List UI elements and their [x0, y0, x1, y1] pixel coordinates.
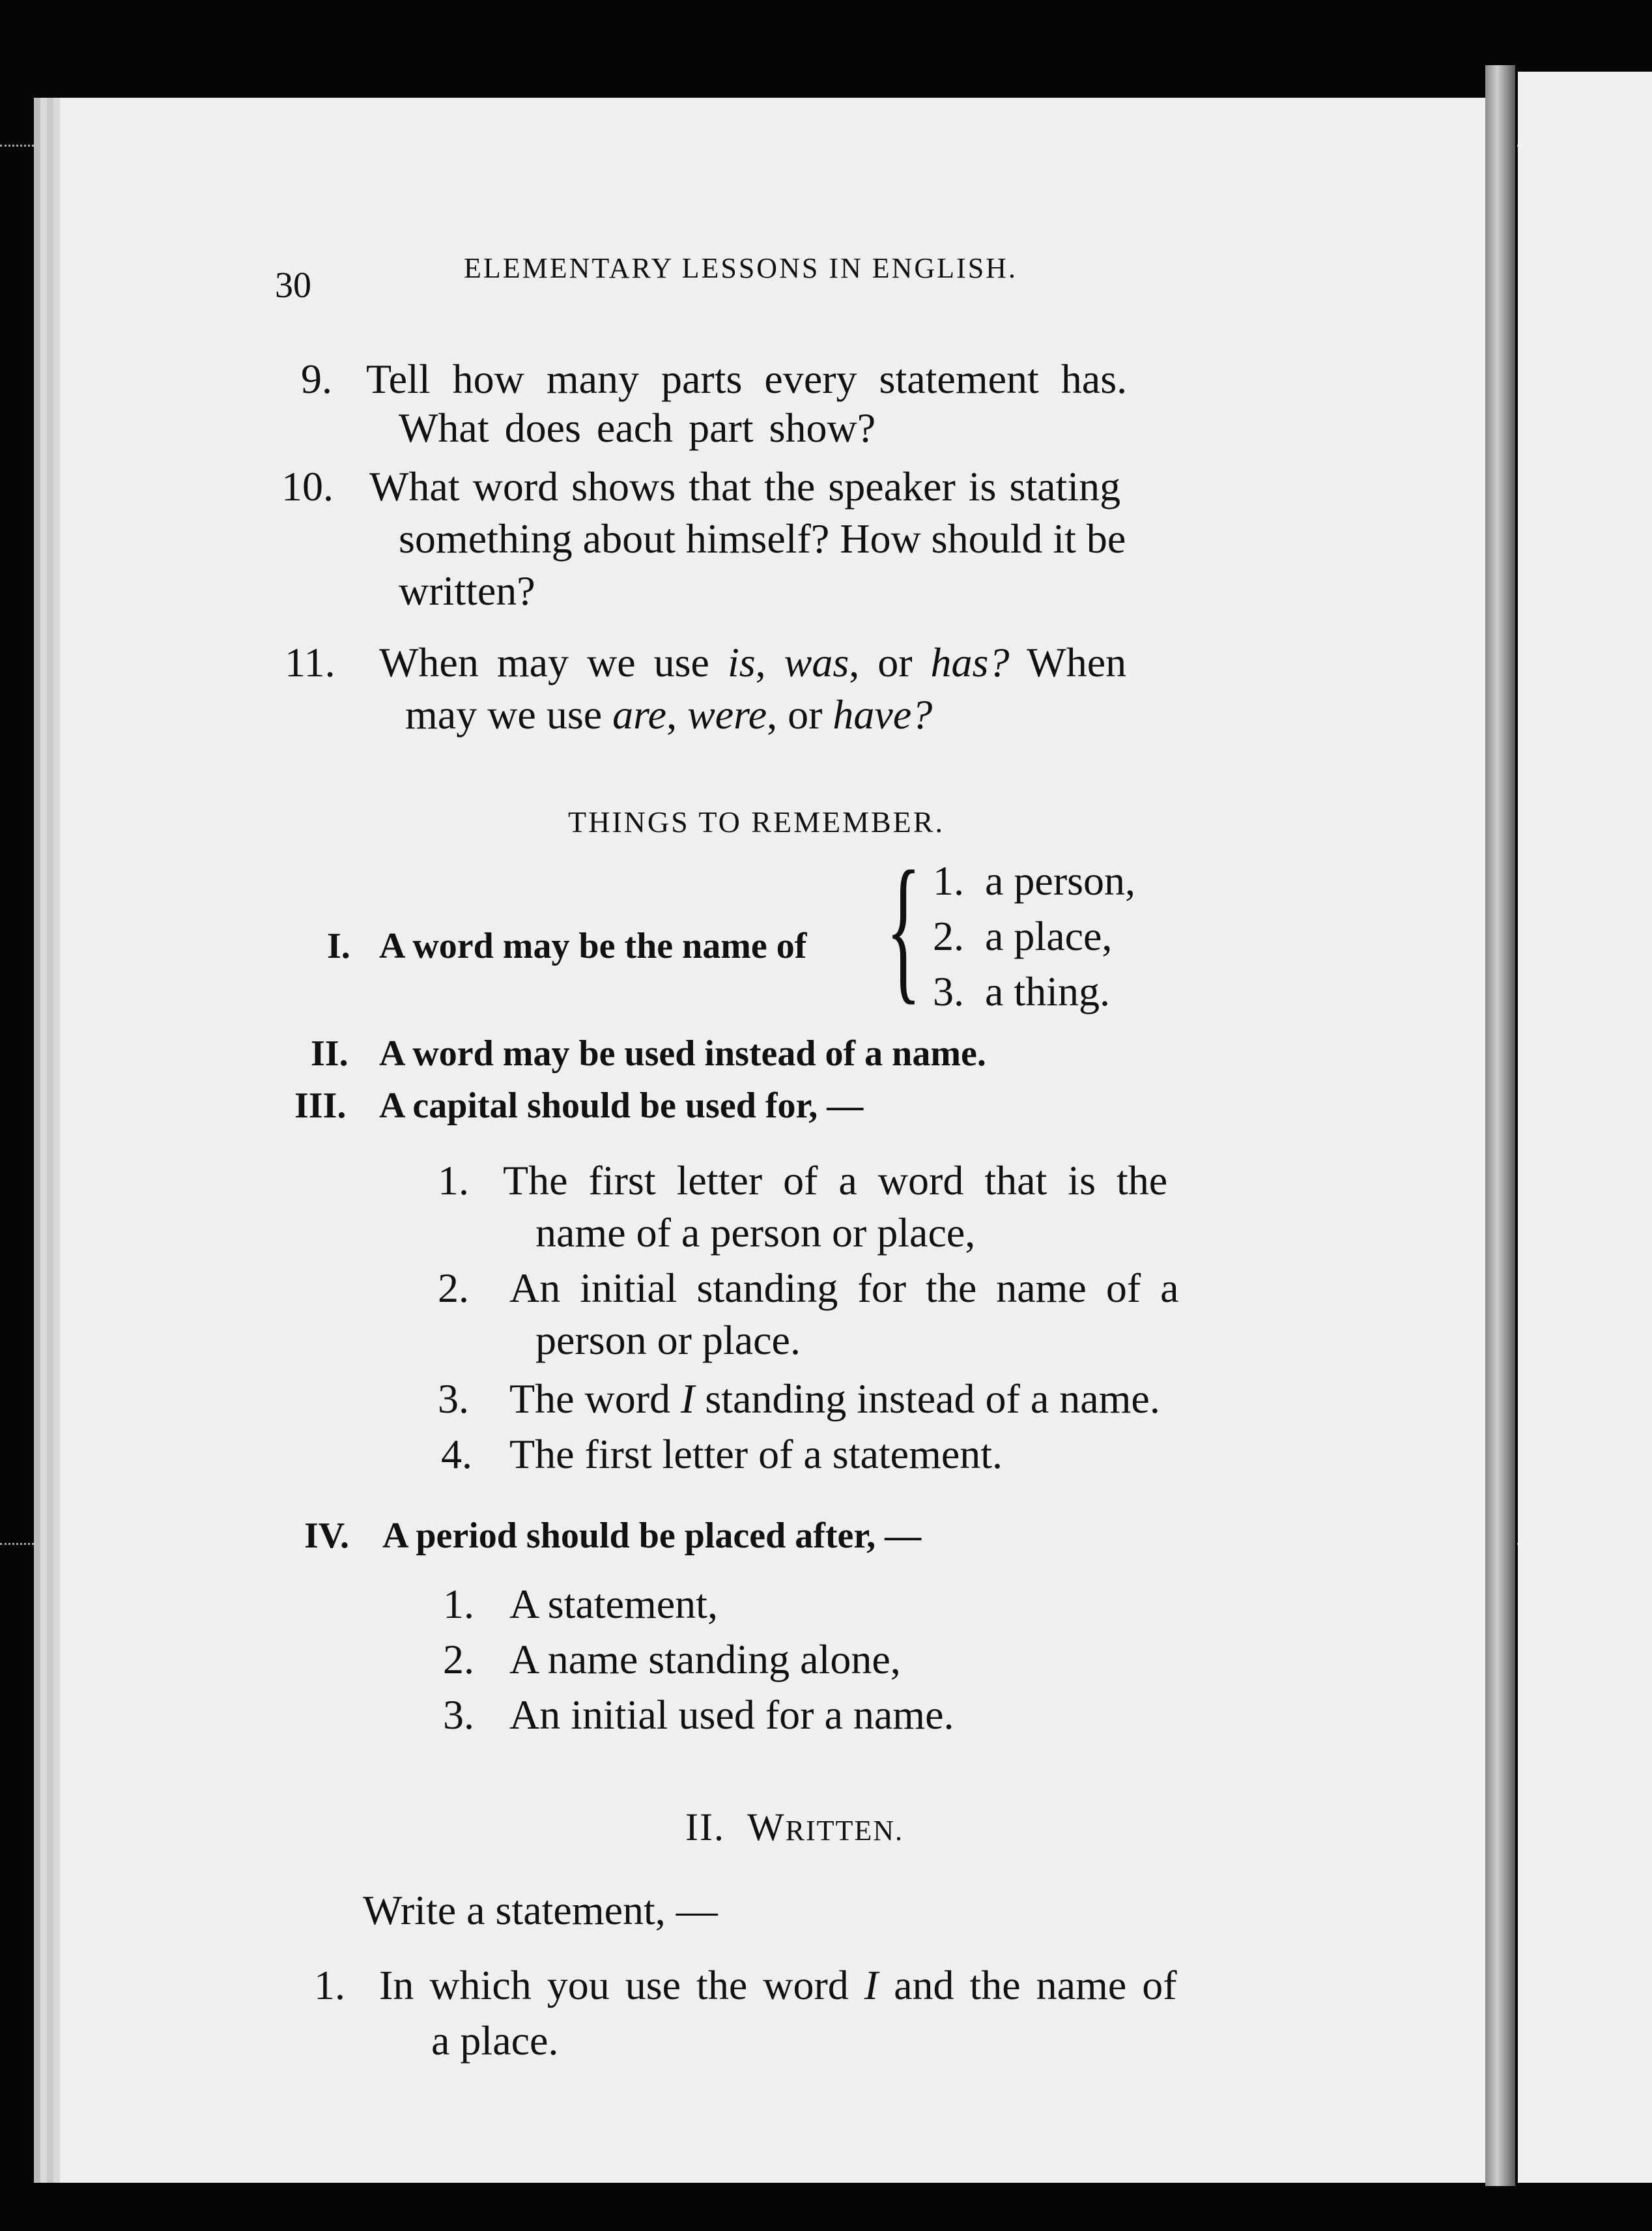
- rule-III-text: A capital should be used for, —: [379, 1086, 864, 1126]
- exercise-1-line1: [379, 1961, 1177, 2009]
- rule-III-numeral: III.: [294, 1086, 347, 1126]
- written-numeral: II.: [685, 1806, 725, 1849]
- running-title: ELEMENTARY LESSONS IN ENGLISH.: [464, 252, 1018, 284]
- rule-I-option-1: 1. a person,: [933, 857, 1136, 904]
- exercise-1-line2: a place.: [431, 2017, 559, 2064]
- q11-comma-2: ,: [666, 691, 688, 738]
- write-intro: Write a statement, —: [363, 1887, 718, 1933]
- rule-IV-item-3-number: 3.: [443, 1691, 474, 1738]
- rule-III-item-3-pre: The word: [509, 1375, 681, 1422]
- question-11-line1: [379, 639, 1126, 687]
- q11-when: When: [1009, 639, 1127, 685]
- q11-word-are: are: [612, 691, 667, 738]
- written-heading: [685, 1805, 904, 1850]
- rule-III-item-1-line2: name of a person or place,: [535, 1209, 976, 1256]
- written-cap: W: [747, 1806, 786, 1849]
- q11-word-is: is: [727, 639, 756, 685]
- book-gutter: [1485, 65, 1515, 2186]
- rule-III-item-2-number: 2.: [438, 1265, 469, 1311]
- exercise-1-pre: In which you use the word: [379, 1962, 864, 2008]
- book-page: [60, 98, 1500, 2183]
- question-9-line1: Tell how many parts every statement has.: [366, 356, 1128, 402]
- q11-or-2: , or: [767, 691, 833, 738]
- question-10-line3: written?: [399, 568, 535, 614]
- rule-IV-item-1-text: A statement,: [509, 1581, 718, 1627]
- question-10-number: 10.: [281, 463, 334, 510]
- q11-word-has: has?: [930, 639, 1010, 685]
- question-9-line2: What does each part show?: [399, 405, 876, 451]
- rule-III-item-1-line1: The first letter of a word that is the: [503, 1157, 1168, 1203]
- q11-comma-1: ,: [755, 639, 784, 685]
- exercise-1-post: and the name of: [878, 1962, 1177, 2008]
- rule-III-item-2-line2: person or place.: [535, 1317, 801, 1363]
- rule-IV-item-3-text: An initial used for a name.: [509, 1691, 954, 1738]
- rule-III-item-3-post: standing instead of a name.: [694, 1375, 1160, 1422]
- q11-word-were: were: [687, 691, 767, 738]
- q11-or-1: , or: [849, 639, 931, 685]
- written-rest: RITTEN.: [785, 1815, 904, 1847]
- facing-page-edge: [1518, 72, 1652, 2183]
- q11-text-a: When may we use: [379, 639, 728, 685]
- curly-brace-icon: {: [886, 838, 921, 1018]
- rule-III-item-4-line: The first letter of a statement.: [509, 1431, 1003, 1477]
- rule-IV-numeral: IV.: [304, 1516, 350, 1556]
- rule-III-item-4-number: 4.: [441, 1431, 472, 1477]
- question-10-line2: something about himself? How should it be: [399, 515, 1126, 562]
- rule-II-text: A word may be used instead of a name.: [379, 1033, 986, 1074]
- question-9-number: 9.: [301, 356, 332, 402]
- rule-IV-item-1-number: 1.: [443, 1581, 474, 1627]
- question-10-line1: What word shows that the speaker is stating: [369, 463, 1121, 510]
- rule-III-item-3-line: [509, 1375, 1160, 1423]
- rule-II-numeral: II.: [311, 1033, 349, 1074]
- rule-IV-text: A period should be placed after, —: [382, 1516, 922, 1556]
- rule-III-item-2-line1: An initial standing for the name of a: [509, 1265, 1179, 1311]
- exercise-1-italic-I: I: [864, 1962, 879, 2008]
- q11-word-have: have?: [833, 691, 933, 738]
- rule-I-numeral: I.: [327, 926, 350, 966]
- exercise-1-number: 1.: [314, 1962, 345, 2008]
- rule-IV-item-2-text: A name standing alone,: [509, 1636, 901, 1682]
- rule-IV-item-2-number: 2.: [443, 1636, 474, 1682]
- question-11-line2: [405, 691, 932, 739]
- rule-I-option-2: 2. a place,: [933, 913, 1113, 959]
- rule-III-item-3-italic-I: I: [681, 1375, 695, 1422]
- q11-word-was: was: [784, 639, 849, 685]
- question-11-number: 11.: [285, 639, 335, 685]
- rule-I-option-3: 3. a thing.: [933, 968, 1110, 1015]
- rule-I-text: A word may be the name of: [379, 926, 807, 966]
- q11-text-b: may we use: [405, 691, 613, 738]
- page-number: 30: [275, 265, 311, 306]
- things-to-remember-heading: THINGS TO REMEMBER.: [568, 805, 945, 839]
- rule-III-item-1-number: 1.: [438, 1157, 469, 1203]
- rule-III-item-3-number: 3.: [438, 1375, 469, 1422]
